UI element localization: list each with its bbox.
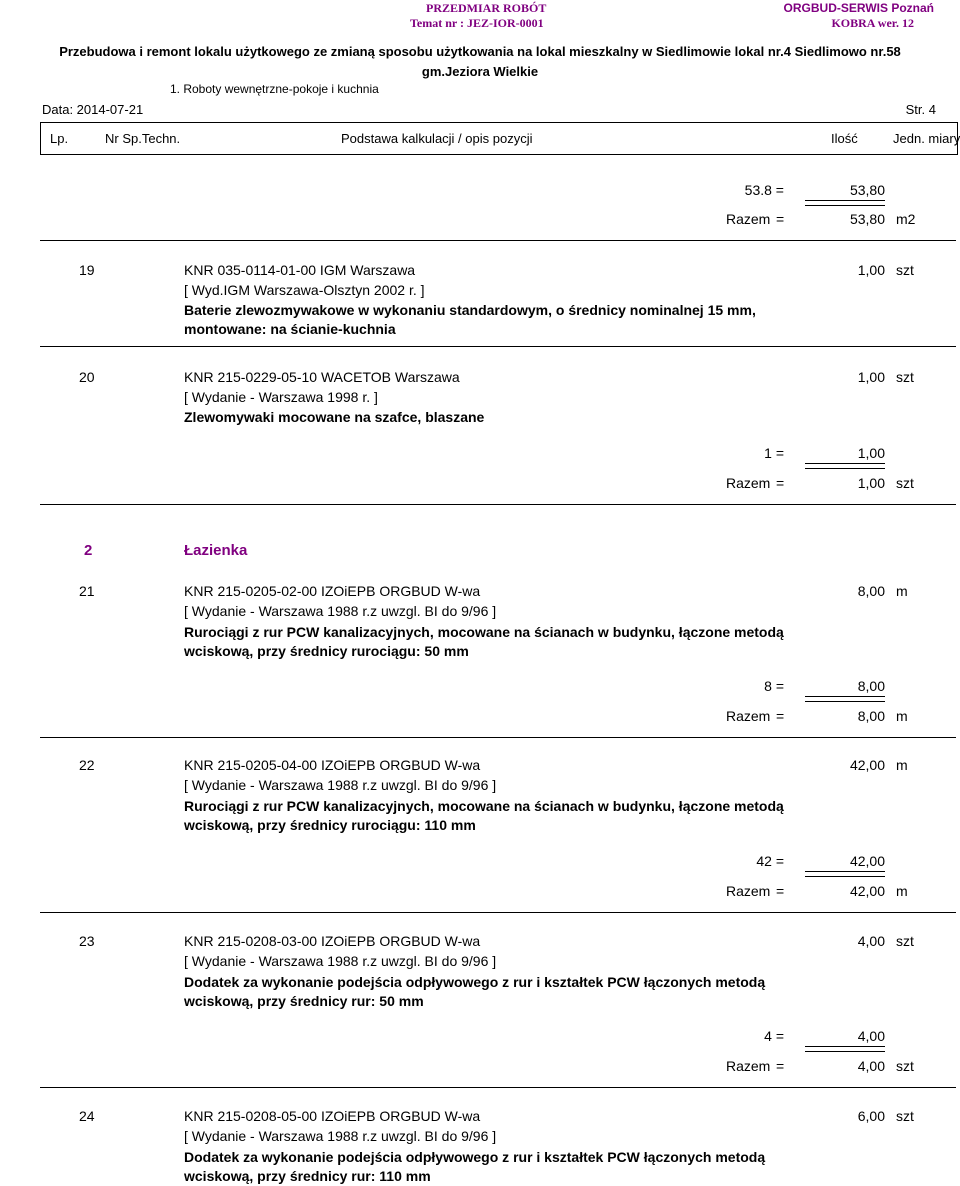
item-ref: [ Wydanie - Warszawa 1988 r.z uwzgl. BI do 9/96 ] bbox=[184, 603, 497, 619]
item-desc: wciskową, przy średnicy rur: 110 mm bbox=[184, 1168, 431, 1184]
item-unit: szt bbox=[896, 262, 914, 278]
item-unit: szt bbox=[896, 933, 914, 949]
razem-value: 4,00 bbox=[857, 1058, 885, 1074]
item-desc: montowane: na ścianie-kuchnia bbox=[184, 321, 396, 337]
calc-expression: 42 = bbox=[756, 853, 784, 869]
divider bbox=[40, 346, 956, 347]
col-unit: Jedn. miary bbox=[893, 131, 960, 146]
calc-value: 1,00 bbox=[857, 445, 885, 461]
item-desc: Rurociągi z rur PCW kanalizacyjnych, mocowane na ścianach w budynku, łączone metodą bbox=[184, 624, 784, 640]
calc-expression: 8 = bbox=[764, 678, 784, 694]
razem-unit: m bbox=[896, 883, 908, 899]
calc-expression: 1 = bbox=[764, 445, 784, 461]
razem-label: Razem bbox=[726, 475, 771, 491]
item-code: KNR 035-0114-01-00 IGM Warszawa bbox=[184, 262, 416, 278]
razem-value: 1,00 bbox=[857, 475, 885, 491]
item-ref: [ Wydanie - Warszawa 1988 r.z uwzgl. BI do 9/96 ] bbox=[184, 1128, 497, 1144]
item-desc: wciskową, przy średnicy rur: 50 mm bbox=[184, 993, 424, 1009]
company-name: ORGBUD-SERWIS Poznań bbox=[783, 1, 934, 15]
item-qty: 42,00 bbox=[849, 757, 885, 773]
razem-label: Razem bbox=[726, 1058, 771, 1074]
divider bbox=[40, 240, 956, 241]
item-desc: wciskową, przy średnicy rurociągu: 50 mm bbox=[184, 643, 469, 659]
item-lp: 24 bbox=[79, 1108, 95, 1124]
divider bbox=[40, 912, 956, 913]
item-ref: [ Wydanie - Warszawa 1998 r. ] bbox=[184, 389, 378, 405]
calc-value: 4,00 bbox=[857, 1028, 885, 1044]
item-qty: 1,00 bbox=[857, 369, 885, 385]
razem-label: Razem bbox=[726, 883, 771, 899]
razem-unit: szt bbox=[896, 1058, 914, 1074]
date: Data: 2014-07-21 bbox=[42, 102, 144, 117]
col-desc: Podstawa kalkulacji / opis pozycji bbox=[341, 131, 533, 146]
divider bbox=[40, 1087, 956, 1088]
item-desc: Dodatek za wykonanie podejścia odpływowego z rur i kształtek PCW łączonych metodą bbox=[184, 974, 766, 990]
razem-unit: m2 bbox=[896, 211, 916, 227]
equals: = bbox=[776, 475, 785, 491]
razem-label: Razem bbox=[726, 708, 771, 724]
doc-type: PRZEDMIAR ROBÓT bbox=[426, 1, 547, 15]
chapter-number: 2 bbox=[84, 542, 93, 559]
item-ref: [ Wydanie - Warszawa 1988 r.z uwzgl. BI do 9/96 ] bbox=[184, 777, 497, 793]
item-qty: 6,00 bbox=[857, 1108, 885, 1124]
equals: = bbox=[776, 1058, 785, 1074]
item-code: KNR 215-0205-04-00 IZOiEPB ORGBUD W-wa bbox=[184, 757, 481, 773]
equals: = bbox=[776, 211, 785, 227]
page-number: Str. 4 bbox=[905, 102, 936, 117]
calc-expression: 4 = bbox=[764, 1028, 784, 1044]
col-lp: Lp. bbox=[50, 131, 69, 146]
item-code: KNR 215-0208-05-00 IZOiEPB ORGBUD W-wa bbox=[184, 1108, 481, 1124]
sum-rule bbox=[805, 871, 885, 877]
item-qty: 4,00 bbox=[857, 933, 885, 949]
item-unit: m bbox=[896, 757, 908, 773]
item-lp: 20 bbox=[79, 369, 95, 385]
item-lp: 22 bbox=[79, 757, 95, 773]
item-lp: 23 bbox=[79, 933, 95, 949]
chapter-name: Łazienka bbox=[184, 542, 248, 559]
template-number: Temat nr : JEZ-IOR-0001 bbox=[410, 16, 544, 30]
calc-expression: 53.8 = bbox=[744, 182, 784, 198]
col-nr: Nr Sp.Techn. bbox=[105, 131, 181, 146]
item-code: KNR 215-0205-02-00 IZOiEPB ORGBUD W-wa bbox=[184, 583, 481, 599]
item-desc: Zlewomywaki mocowane na szafce, blaszane bbox=[184, 409, 485, 425]
razem-unit: m bbox=[896, 708, 908, 724]
item-lp: 19 bbox=[79, 262, 95, 278]
item-desc: Rurociągi z rur PCW kanalizacyjnych, mocowane na ścianach w budynku, łączone metodą bbox=[184, 798, 784, 814]
equals: = bbox=[776, 708, 785, 724]
divider bbox=[40, 504, 956, 505]
sum-rule bbox=[805, 696, 885, 702]
razem-value: 8,00 bbox=[857, 708, 885, 724]
item-unit: m bbox=[896, 583, 908, 599]
item-code: KNR 215-0229-05-10 WACETOB Warszawa bbox=[184, 369, 460, 385]
calc-value: 42,00 bbox=[849, 853, 885, 869]
item-lp: 21 bbox=[79, 583, 95, 599]
document-title-line2: gm.Jeziora Wielkie bbox=[421, 64, 539, 79]
item-unit: szt bbox=[896, 1108, 914, 1124]
item-desc: Baterie zlewozmywakowe w wykonaniu standardowym, o średnicy nominalnej 15 mm, bbox=[184, 302, 756, 318]
razem-value: 53,80 bbox=[849, 211, 885, 227]
section-title: 1. Roboty wewnętrzne-pokoje i kuchnia bbox=[170, 82, 379, 96]
item-desc: Dodatek za wykonanie podejścia odpływowego z rur i kształtek PCW łączonych metodą bbox=[184, 1149, 766, 1165]
sum-rule bbox=[805, 200, 885, 206]
item-code: KNR 215-0208-03-00 IZOiEPB ORGBUD W-wa bbox=[184, 933, 481, 949]
calc-value: 8,00 bbox=[857, 678, 885, 694]
equals: = bbox=[776, 883, 785, 899]
item-qty: 1,00 bbox=[857, 262, 885, 278]
sum-rule bbox=[805, 1046, 885, 1052]
item-ref: [ Wyd.IGM Warszawa-Olsztyn 2002 r. ] bbox=[184, 282, 425, 298]
item-ref: [ Wydanie - Warszawa 1988 r.z uwzgl. BI do 9/96 ] bbox=[184, 953, 497, 969]
item-desc: wciskową, przy średnicy rurociągu: 110 mm bbox=[184, 817, 476, 833]
item-unit: szt bbox=[896, 369, 914, 385]
item-qty: 8,00 bbox=[857, 583, 885, 599]
razem-label: Razem bbox=[726, 211, 771, 227]
calc-value: 53,80 bbox=[849, 182, 885, 198]
col-qty: Ilość bbox=[831, 131, 858, 146]
document-title-line1: Przebudowa i remont lokalu użytkowego ze zmianą sposobu użytkowania na lokal mieszkalny w Siedlimowie lokal nr.4 Siedlimowo nr.58 bbox=[59, 44, 901, 59]
razem-unit: szt bbox=[896, 475, 914, 491]
software-version: KOBRA wer. 12 bbox=[831, 16, 914, 30]
sum-rule bbox=[805, 463, 885, 469]
razem-value: 42,00 bbox=[849, 883, 885, 899]
divider bbox=[40, 737, 956, 738]
